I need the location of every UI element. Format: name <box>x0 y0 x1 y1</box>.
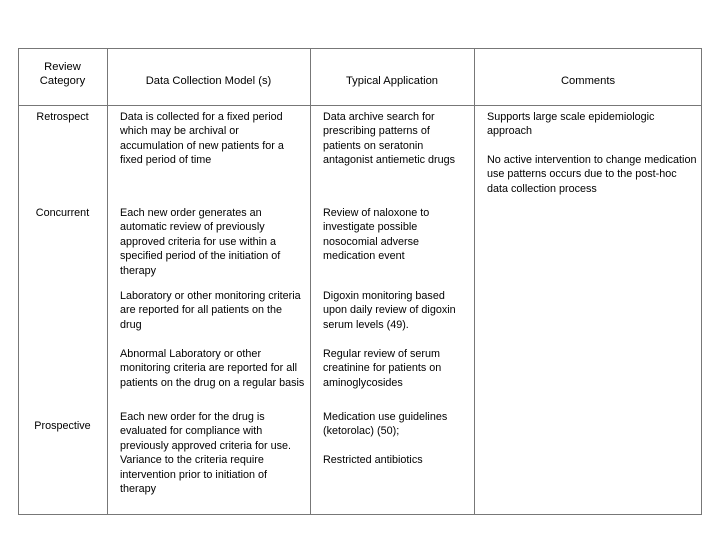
application-retrospect: Data archive search for prescribing patterns of patients on seratonin antagonist antiemetic drugs <box>323 111 456 167</box>
header-comments: Comments <box>560 75 616 87</box>
header-review-category: Review Category <box>39 61 86 87</box>
comments-retrospect <box>487 110 697 196</box>
application-restricted-antibiotics: Restricted antibiotics <box>323 453 423 466</box>
application-digoxin: Digoxin monitoring based upon daily review of digoxin serum levels (49). <box>323 290 456 331</box>
application-creatinine: Regular review of serum creatinine for patients on aminoglycosides <box>323 348 442 389</box>
application-prospective <box>323 410 469 467</box>
header-typical-application: Typical Application <box>345 75 439 87</box>
category-retrospect: Retrospect <box>36 111 89 123</box>
application-ketorolac: Medication use guidelines (ketorolac) (50); <box>323 411 448 438</box>
category-concurrent: Concurrent <box>35 207 90 219</box>
column-divider <box>310 48 311 515</box>
comment-no-intervention: No active intervention to change medication use patterns occurs due to the post-hoc data collection process <box>487 153 697 195</box>
comment-epidemiologic: Supports large scale epidemiologic approach <box>487 111 655 138</box>
application-naloxone: Review of naloxone to investigate possible nosocomial adverse medication event <box>323 207 430 263</box>
category-prospective: Prospective <box>34 420 91 432</box>
model-retrospect: Data is collected for a fixed period which may be archival or accumulation of new patients for a fixed period of time <box>120 111 284 167</box>
column-divider <box>107 48 108 515</box>
model-concurrent-new-order: Each new order generates an automatic review of previously approved criteria for use within a specified period of the initiation of therapy <box>120 207 281 277</box>
model-prospective: Each new order for the drug is evaluated for compliance with previously approved criteria for use. Variance to the criteria require intervention prior to initiation of therapy <box>120 411 292 496</box>
header-divider <box>18 105 702 106</box>
header-data-collection-model: Data Collection Model (s) <box>145 75 272 87</box>
model-concurrent-abnormal-lab: Abnormal Laboratory or other monitoring criteria are reported for all patients on the drug on a regular basis <box>120 348 305 389</box>
model-concurrent-lab-monitoring: Laboratory or other monitoring criteria are reported for all patients on the drug <box>120 290 301 331</box>
column-divider <box>474 48 475 515</box>
